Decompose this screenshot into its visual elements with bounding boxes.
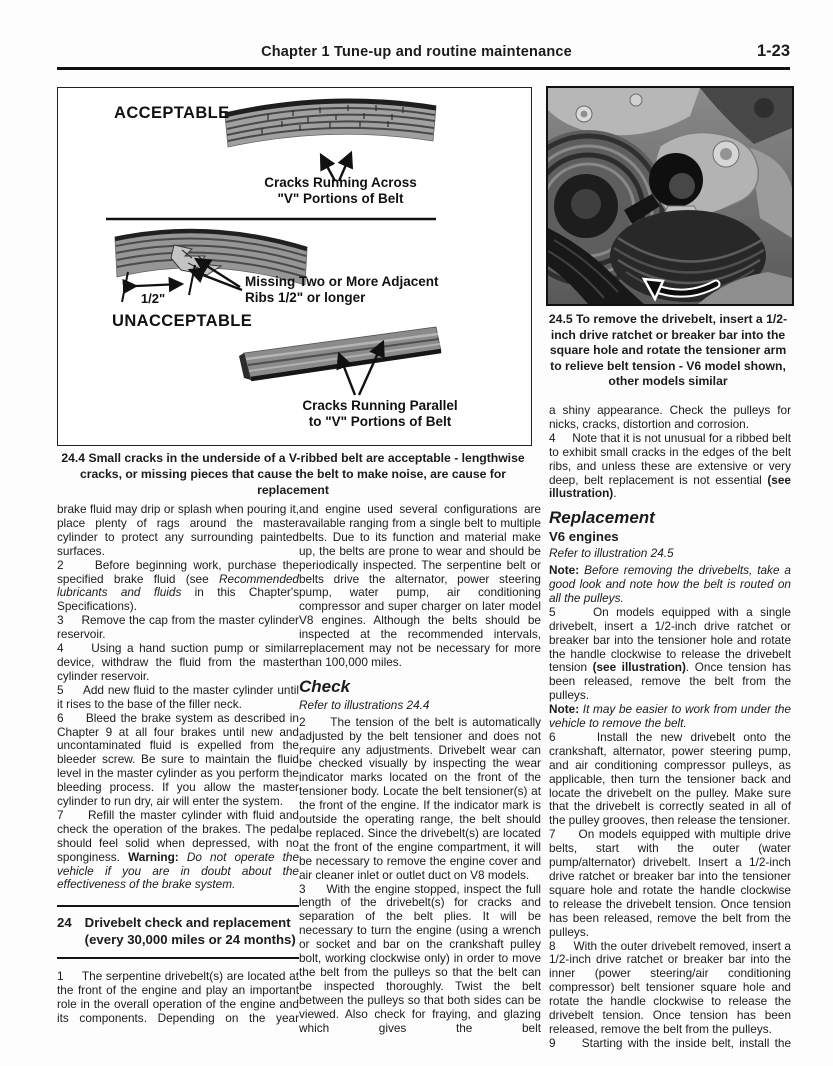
column-middle	[299, 503, 541, 1036]
illustration-reference: Refer to illustration 24.5	[549, 546, 674, 561]
paragraph-continued: and engine used several configurations are available ranging from a single belt to multiple belts. Due to its function and material make up, the belts are prone to wear and should be periodically inspected. The serpentine belt or belts drive the alternator, power steering pump, water pump, air conditioning compressor and super charger on later model V8 engines. Although the belts should be inspected at the recommended intervals, replacement may not be necessary for more than 100,000 miles.	[299, 502, 541, 669]
unacceptable-label: UNACCEPTABLE	[112, 312, 253, 330]
step-4: 4 Note that it is not unusual for a ribbed belt to exhibit small cracks in the edges of the belt ribs, and unless these are extensive or very deep, belt replacement is not essential (see illustration).	[549, 430, 791, 501]
step-7: 7 Refill the master cylinder with fluid and check the operation of the brakes. The pedal should feel solid when depressed, with no sponginess. Warning: Do not operate the vehicle if you are in doubt about the effectiveness of the brake system.	[57, 807, 299, 892]
step-3: 3 Remove the cap from the master cylinder reservoir.	[57, 613, 299, 642]
step-4: 4 Using a hand suction pump or similar device, withdraw the fluid from the master cylinder reservoir.	[57, 641, 299, 683]
column-left	[57, 503, 299, 1026]
step-1: 1 The serpentine drivebelt(s) are located at the front of the engine and play an important role in the overall operation of the engine and its components. Depending on the year	[57, 969, 299, 1026]
step-3: 3 With the engine stopped, inspect the full length of the drivebelt(s) for cracks and separation of the belt plies. It will be necessary to turn the engine (using a wrench or socket and bar on the crankshaft pulley bolt, working clockwise only) in order to move the belt from the pulleys so that the belt can be inspected thoroughly. Twist the belt between the pulleys so that both sides can be viewed. Also check for fraying, and glazing which gives the belt	[299, 881, 541, 1035]
figure-24-4-belt-diagram	[57, 87, 532, 446]
step-5: 5 On models equipped with a single drivebelt, insert a 1/2-inch drive ratchet or breaker bar into the tensioner hole and rotate the handle clockwise to release the drivebelt tension (see illustration). Once tension has been released, remove the belt from the pulleys.	[549, 604, 791, 703]
section-24-heading	[57, 905, 299, 959]
section-title: Drivebelt check and replacement (every 30,000 miles or 24 months)	[84, 915, 296, 947]
step-8: 8 With the outer drivebelt removed, insert a 1/2-inch drive ratchet or breaker bar into the inner (power steering/air conditioning compressor) belt tensioner square hole and rotate the handle clockwise to release the drivebelt tension. Once tension has been released, remove the belt from the pulleys.	[549, 938, 791, 1036]
step-2: 2 The tension of the belt is automatically adjusted by the belt tensioner and does not require any adjustments. Drivebelt wear can be checked visually by inspecting the wear indicator marks located on the front of the tensioner body. Locate the belt tensioner(s) at the front of the engine. If the indicator mark is outside the operating range, the belt should be replaced. Since the drivebelt(s) are located at the front of the engine compartment, it will be necessary to remove the engine cover and air cleaner inlet or outlet duct on V8 models.	[299, 714, 541, 882]
header-rule	[57, 67, 790, 70]
step-7: 7 On models equipped with multiple drive belts, start with the outer (water pump/alternator) drivebelt. Insert a 1/2-inch drive ratchet or breaker bar into the tensioner square hole and rotate the handle clockwise to release the drivebelt tension. Once tension has been released, remove the belt from the pulleys.	[549, 827, 791, 939]
half-inch-label: 1/2"	[140, 291, 166, 306]
chapter-title: Chapter 1 Tune-up and routine maintenance	[261, 44, 572, 60]
figure-24-5-photo	[546, 86, 794, 306]
belt-unacceptable-graphic	[239, 327, 441, 380]
page-number: 1-23	[756, 42, 790, 60]
figure-24-5-caption: 24.5 To remove the drivebelt, insert a 1/2-inch drive ratchet or breaker bar into the square hole and rotate the tensioner arm to relieve belt tension - V6 model shown, other models similar	[548, 312, 788, 388]
cracks-parallel-label: Cracks Running Parallel to "V" Portions of Belt	[302, 398, 458, 429]
replacement-heading: Replacement	[549, 508, 655, 528]
engine-tensioner-photo	[548, 88, 792, 304]
note: Note: It may be easier to work from under the vehicle to remove the belt.	[549, 702, 791, 731]
check-heading: Check	[299, 676, 351, 696]
belt-acceptable-graphic	[225, 101, 436, 147]
v6-engines-heading: V6 engines	[549, 529, 619, 545]
illustration-reference: Refer to illustrations 24.4	[299, 697, 430, 712]
acceptable-label: ACCEPTABLE	[114, 104, 230, 122]
step-2: 2 Before beginning work, purchase the specified brake fluid (see Recommended lubricants and fluids in this Chapter's Specifications).	[57, 557, 299, 614]
bolt-head	[630, 94, 642, 106]
paragraph-continued: a shiny appearance. Check the pulleys for nicks, cracks, distortion and corrosion.	[549, 403, 791, 431]
step-5: 5 Add new fluid to the master cylinder until it rises to the base of the filler neck.	[57, 682, 299, 711]
step-6: 6 Bleed the brake system as described in Chapter 9 at all four brakes until new and uncontaminated fluid is expelled from the bleeder screw. Be sure to maintain the fluid level in the master cylinder as you perform the bleeding process. If you allow the master cylinder to run dry, air will enter the system.	[57, 710, 299, 809]
step-6: 6 Install the new drivebelt onto the crankshaft, alternator, power steering pump, and air conditioning compressor pulleys, as applicable, then turn the tensioner back and locate the drivebelt on the pulley. Make sure that the drivebelt is correctly seated in all of the pulley grooves, then release the tensioner.	[549, 729, 791, 828]
note: Note: Before removing the drivebelts, take a good look and note how the belt is routed on all the pulleys.	[549, 563, 791, 605]
cracks-across-label: Cracks Running Across "V" Portions of Belt	[264, 175, 417, 206]
paragraph-continued: brake fluid may drip or splash when pouring it, place plenty of rags around the master cylinder to protect any surrounding painted surfaces.	[57, 502, 299, 558]
column-right	[549, 404, 791, 1051]
missing-ribs-label: Missing Two or More Adjacent Ribs 1/2" or longer	[245, 274, 439, 305]
belt-condition-diagram	[58, 88, 531, 445]
section-number: 24	[57, 915, 72, 931]
figure-24-4-caption: 24.4 Small cracks in the underside of a V-ribbed belt are acceptable - lengthwise cracks, or missing pieces that cause the belt to make noise, are cause for replacement	[61, 451, 525, 497]
step-9: 9 Starting with the inside belt, install the	[549, 1035, 791, 1050]
